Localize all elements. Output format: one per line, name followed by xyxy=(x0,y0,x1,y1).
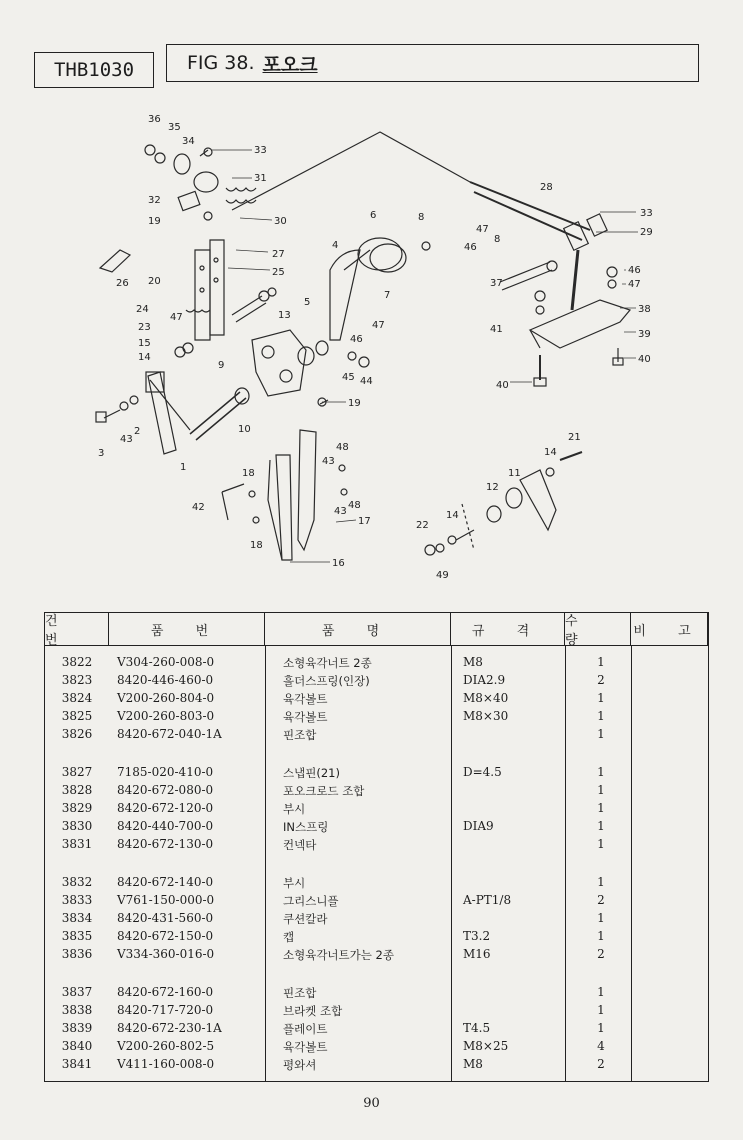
table-row xyxy=(45,765,708,783)
quantity: 1 xyxy=(597,875,605,889)
callout: 48 xyxy=(348,500,361,511)
quantity: 1 xyxy=(597,911,605,925)
row-number: 3830 xyxy=(61,819,93,833)
figure-name: 포오크 xyxy=(262,53,318,76)
row-number: 3837 xyxy=(61,985,93,999)
part-name: 소형육각너트가는 2종 xyxy=(283,948,394,962)
spec: M16 xyxy=(463,947,491,961)
parts-table xyxy=(44,612,709,1082)
callout: 5 xyxy=(304,297,311,308)
callout: 17 xyxy=(358,516,371,527)
table-row xyxy=(45,947,708,965)
callout: 19 xyxy=(348,398,361,409)
callout: 47 xyxy=(170,312,183,323)
table-row xyxy=(45,911,708,929)
callout: 23 xyxy=(138,322,151,333)
table-row xyxy=(45,783,708,801)
quantity: 1 xyxy=(597,819,605,833)
callout: 19 xyxy=(148,216,161,227)
part-name: 평와셔 xyxy=(283,1058,317,1072)
part-name: 쿠션칼라 xyxy=(283,912,328,926)
callout: 37 xyxy=(490,278,503,289)
part-number: V334-360-016-0 xyxy=(117,947,215,961)
callout: 24 xyxy=(136,304,149,315)
quantity: 1 xyxy=(597,655,605,669)
callout: 14 xyxy=(544,447,557,458)
part-name: 스냅핀(21) xyxy=(283,766,340,780)
callout: 46 xyxy=(464,242,477,253)
page-number: 90 xyxy=(363,1096,380,1111)
callout: 33 xyxy=(640,208,653,219)
table-row xyxy=(45,655,708,673)
quantity: 2 xyxy=(597,1057,605,1071)
callout: 35 xyxy=(168,122,181,133)
table-row xyxy=(45,727,708,745)
spec: M8 xyxy=(463,655,483,669)
callout: 9 xyxy=(218,360,225,371)
callout: 32 xyxy=(148,195,161,206)
part-number: 8420-672-120-0 xyxy=(117,801,214,815)
part-number: V304-260-008-0 xyxy=(117,655,215,669)
part-name: 브라켓 조합 xyxy=(283,1004,343,1018)
part-number: V200-260-802-5 xyxy=(117,1039,215,1053)
callout: 48 xyxy=(336,442,349,453)
row-number: 3825 xyxy=(61,709,93,723)
table-row xyxy=(45,673,708,691)
diagram-drawing xyxy=(96,132,630,560)
exploded-parts-diagram xyxy=(0,100,743,600)
quantity: 1 xyxy=(597,985,605,999)
quantity: 4 xyxy=(597,1039,605,1053)
part-name: 핀조합 xyxy=(283,986,317,1000)
callout: 42 xyxy=(192,502,205,513)
callout: 26 xyxy=(116,278,129,289)
col-header-remarks: 비 고 xyxy=(631,613,708,645)
part-name: 캡 xyxy=(283,930,295,944)
callout: 11 xyxy=(508,468,521,479)
callout: 21 xyxy=(568,432,581,443)
part-number: V200-260-803-0 xyxy=(117,709,215,723)
callout: 40 xyxy=(638,354,651,365)
row-number: 3823 xyxy=(61,673,93,687)
part-number: 8420-672-140-0 xyxy=(117,875,214,889)
part-number: 8420-672-080-0 xyxy=(117,783,214,797)
row-number: 3840 xyxy=(61,1039,93,1053)
spec: D=4.5 xyxy=(463,765,502,779)
part-number: V411-160-008-0 xyxy=(117,1057,215,1071)
callout: 3 xyxy=(98,448,105,459)
table-row xyxy=(45,837,708,855)
row-number: 3839 xyxy=(61,1021,93,1035)
row-number: 3832 xyxy=(61,875,93,889)
part-name: 육각볼트 xyxy=(283,692,328,706)
table-row xyxy=(45,1039,708,1057)
quantity: 1 xyxy=(597,1021,605,1035)
row-number: 3827 xyxy=(61,765,93,779)
table-row xyxy=(45,985,708,1003)
callout: 47 xyxy=(476,224,489,235)
col-header-spec: 규 격 xyxy=(451,613,565,645)
quantity: 1 xyxy=(597,691,605,705)
spec: A-PT1/8 xyxy=(463,893,512,907)
callout: 43 xyxy=(334,506,347,517)
spec: T3.2 xyxy=(463,929,491,943)
callout: 7 xyxy=(384,290,391,301)
part-number: 8420-431-560-0 xyxy=(117,911,214,925)
spec: M8×25 xyxy=(463,1039,509,1053)
part-name: 부시 xyxy=(283,876,306,890)
quantity: 1 xyxy=(597,765,605,779)
model-code: THB1030 xyxy=(53,59,135,81)
table-row xyxy=(45,1057,708,1075)
spec: DIA9 xyxy=(463,819,494,833)
part-name: 육각볼트 xyxy=(283,1040,328,1054)
row-number: 3822 xyxy=(61,655,93,669)
callout: 36 xyxy=(148,114,161,125)
callout: 14 xyxy=(138,352,151,363)
col-header-part-name: 품 명 xyxy=(265,613,451,645)
callout: 12 xyxy=(486,482,499,493)
part-name: 그리스니플 xyxy=(283,894,339,908)
callout: 6 xyxy=(370,210,377,221)
part-name: 컨넥타 xyxy=(283,838,317,852)
spec: T4.5 xyxy=(463,1021,491,1035)
quantity: 1 xyxy=(597,727,605,741)
callout: 40 xyxy=(496,380,509,391)
spec: DIA2.9 xyxy=(463,673,506,687)
row-number: 3826 xyxy=(61,727,93,741)
row-number: 3831 xyxy=(61,837,93,851)
col-header-no: 건 번 xyxy=(45,613,109,645)
callout: 13 xyxy=(278,310,291,321)
part-number: V761-150-000-0 xyxy=(117,893,215,907)
model-code-box xyxy=(34,52,154,88)
part-number: 8420-672-150-0 xyxy=(117,929,214,943)
quantity: 1 xyxy=(597,1003,605,1017)
callout: 49 xyxy=(436,570,449,581)
part-number: 8420-672-230-1A xyxy=(117,1021,222,1035)
row-number: 3836 xyxy=(61,947,93,961)
table-row xyxy=(45,801,708,819)
quantity: 2 xyxy=(597,673,605,687)
callout: 46 xyxy=(350,334,363,345)
callout: 30 xyxy=(274,216,287,227)
callout: 20 xyxy=(148,276,161,287)
callout: 18 xyxy=(242,468,255,479)
callout: 1 xyxy=(180,462,187,473)
part-number: 8420-672-130-0 xyxy=(117,837,214,851)
quantity: 2 xyxy=(597,893,605,907)
header-divider xyxy=(45,645,708,646)
quantity: 1 xyxy=(597,783,605,797)
callout: 41 xyxy=(490,324,503,335)
callout: 39 xyxy=(638,329,651,340)
callout: 4 xyxy=(332,240,339,251)
row-number: 3838 xyxy=(61,1003,93,1017)
callout: 47 xyxy=(372,320,385,331)
col-header-part-no: 품 번 xyxy=(109,613,265,645)
callout: 45 xyxy=(342,372,355,383)
table-row xyxy=(45,893,708,911)
callout: 8 xyxy=(418,212,425,223)
spec: M8×40 xyxy=(463,691,509,705)
table-row xyxy=(45,691,708,709)
part-number: 8420-440-700-0 xyxy=(117,819,214,833)
table-row xyxy=(45,709,708,727)
part-name: 포오크로드 조합 xyxy=(283,784,365,798)
row-number: 3828 xyxy=(61,783,93,797)
quantity: 1 xyxy=(597,709,605,723)
row-number: 3824 xyxy=(61,691,93,705)
callout: 14 xyxy=(446,510,459,521)
part-name: 핀조합 xyxy=(283,728,317,742)
table-row xyxy=(45,1021,708,1039)
callout: 18 xyxy=(250,540,263,551)
quantity: 1 xyxy=(597,837,605,851)
row-number: 3834 xyxy=(61,911,93,925)
callout: 8 xyxy=(494,234,501,245)
callout: 29 xyxy=(640,227,653,238)
callout-leaders xyxy=(212,150,638,562)
figure-label: FIG 38. xyxy=(187,52,255,74)
part-name: 흘더스프링(인장) xyxy=(283,674,370,688)
row-number: 3833 xyxy=(61,893,93,907)
quantity: 1 xyxy=(597,929,605,943)
spec: M8 xyxy=(463,1057,483,1071)
row-number: 3835 xyxy=(61,929,93,943)
figure-title-box xyxy=(166,44,699,82)
callout: 34 xyxy=(182,136,195,147)
callout: 38 xyxy=(638,304,651,315)
callout: 43 xyxy=(120,434,133,445)
part-name: 부시 xyxy=(283,802,306,816)
callout: 22 xyxy=(416,520,429,531)
callout: 47 xyxy=(628,279,641,290)
part-name: 육각볼트 xyxy=(283,710,328,724)
part-number: 8420-717-720-0 xyxy=(117,1003,214,1017)
spec: M8×30 xyxy=(463,709,509,723)
callout: 2 xyxy=(134,426,141,437)
part-number: 8420-672-160-0 xyxy=(117,985,214,999)
table-row xyxy=(45,1003,708,1021)
callout: 43 xyxy=(322,456,335,467)
part-name: 소형육각너트 2종 xyxy=(283,656,372,670)
callout: 15 xyxy=(138,338,151,349)
col-header-qty: 수 량 xyxy=(565,613,631,645)
part-name: IN스프링 xyxy=(283,820,329,834)
callout: 33 xyxy=(254,145,267,156)
callout: 31 xyxy=(254,173,267,184)
callout: 28 xyxy=(540,182,553,193)
callout: 10 xyxy=(238,424,251,435)
part-number: V200-260-804-0 xyxy=(117,691,215,705)
table-row xyxy=(45,819,708,837)
part-number: 7185-020-410-0 xyxy=(117,765,214,779)
callout: 25 xyxy=(272,267,285,278)
quantity: 1 xyxy=(597,801,605,815)
part-number: 8420-672-040-1A xyxy=(117,727,222,741)
quantity: 2 xyxy=(597,947,605,961)
table-row xyxy=(45,929,708,947)
callout: 16 xyxy=(332,558,345,569)
part-number: 8420-446-460-0 xyxy=(117,673,214,687)
table-row xyxy=(45,875,708,893)
row-number: 3841 xyxy=(61,1057,93,1071)
part-name: 플레이트 xyxy=(283,1022,328,1036)
callout: 46 xyxy=(628,265,641,276)
callout: 44 xyxy=(360,376,373,387)
callout: 27 xyxy=(272,249,285,260)
row-number: 3829 xyxy=(61,801,93,815)
